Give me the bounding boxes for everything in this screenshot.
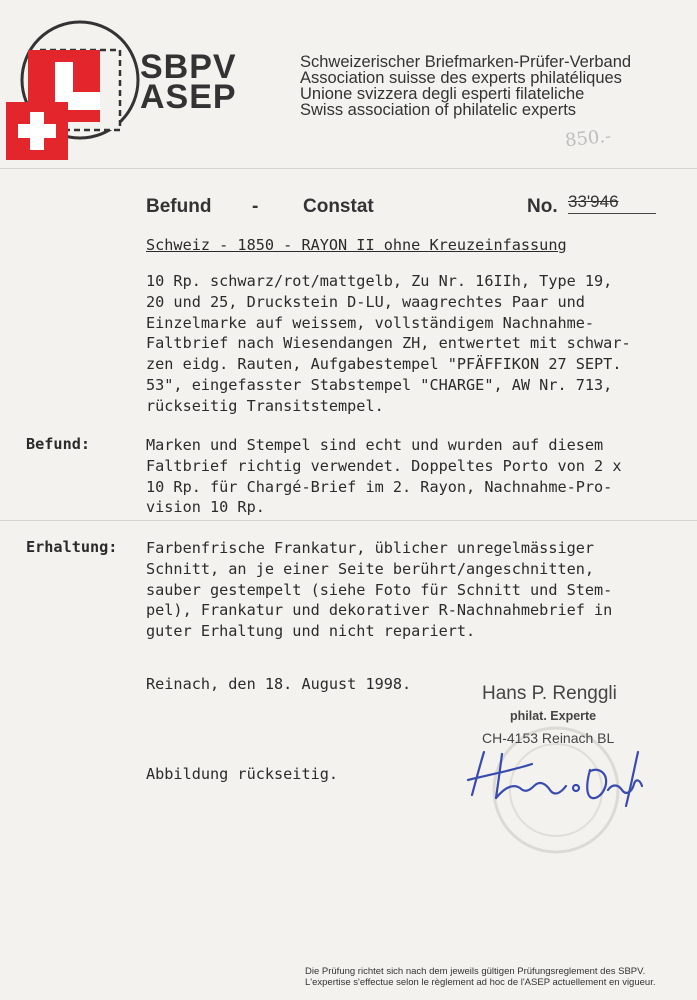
footer-notice — [305, 966, 655, 988]
org-abbr-asep: ASEP — [140, 78, 237, 116]
org-name-it: Unione svizzera degli esperti filateliche — [300, 85, 585, 103]
pencil-note: 850.- — [564, 125, 613, 152]
org-abbreviation — [140, 48, 237, 116]
befund-text: Marken und Stempel sind echt und wurden auf diesem Faltbrief richtig verwendet. Doppeltes Porto von 2 x 10 Rp. für Chargé-Brief im 2. Rayon, Nachnahme-Pro- vision 10 Rp. — [146, 436, 622, 517]
fold-line-top — [0, 168, 697, 169]
org-name-fr: Association suisse des experts philatéliques — [300, 69, 622, 87]
befund-label: Befund: — [26, 435, 91, 453]
org-full-names — [300, 54, 631, 118]
subject-line: Schweiz - 1850 - RAYON II ohne Kreuzeinfassung — [146, 236, 567, 254]
certificate-number-underline — [568, 213, 656, 214]
header-dash: - — [252, 196, 259, 217]
erhaltung-label: Erhaltung: — [26, 538, 118, 556]
footer-line-fr: L'expertise s'effectue selon le règlement ad hoc de l'ASEP actuellement en vigueur. — [305, 977, 656, 988]
expert-name: Hans P. Renggli — [482, 683, 617, 704]
description-text: 10 Rp. schwarz/rot/mattgelb, Zu Nr. 16IIh, Type 19, 20 und 25, Druckstein D-LU, waagrechtes Paar und Einzelmarke auf weissem, vollständigem Nachnahme- Faltbrief nach Wiesendangen ZH, entwertet mit schwar- zen eidg. Rauten, Aufgabestempel "PFÄFFIKON 27 SEPT. 53", eingefasster Stabstempel "CHARGE", AW Nr. 713, rückseitig Transitstempel. — [146, 272, 631, 415]
org-name-en: Swiss association of philatelic experts — [300, 101, 577, 119]
header-befund: Befund — [146, 196, 212, 217]
header-constat: Constat — [303, 196, 374, 217]
header-no-label: No. — [527, 196, 558, 217]
org-name-de: Schweizerischer Briefmarken-Prüfer-Verband — [300, 53, 632, 71]
date-line: Reinach, den 18. August 1998. — [146, 675, 412, 693]
certificate-number: 33'946 — [568, 192, 619, 211]
sbpv-logo — [0, 10, 140, 160]
org-abbr-sbpv: SBPV — [140, 48, 237, 86]
expert-title: philat. Experte — [510, 709, 597, 723]
footer-line-de: Die Prüfung richtet sich nach dem jeweils gültigen Prüfungsreglement des SBPV. — [305, 966, 646, 977]
handwritten-signature — [462, 740, 652, 810]
expert-address: CH-4153 Reinach BL — [482, 730, 615, 746]
abbildung-note: Abbildung rückseitig. — [146, 765, 339, 783]
erhaltung-text: Farbenfrische Frankatur, üblicher unregelmässiger Schnitt, an je einer Seite berührt/angeschnitten, sauber gestempelt (siehe Foto für Schnitt und Stem- pel), Frankatur und dekorativer R-Nachnahmebrief in guter Erhaltung und nicht repariert. — [146, 539, 613, 641]
fold-line-bottom — [0, 520, 697, 521]
